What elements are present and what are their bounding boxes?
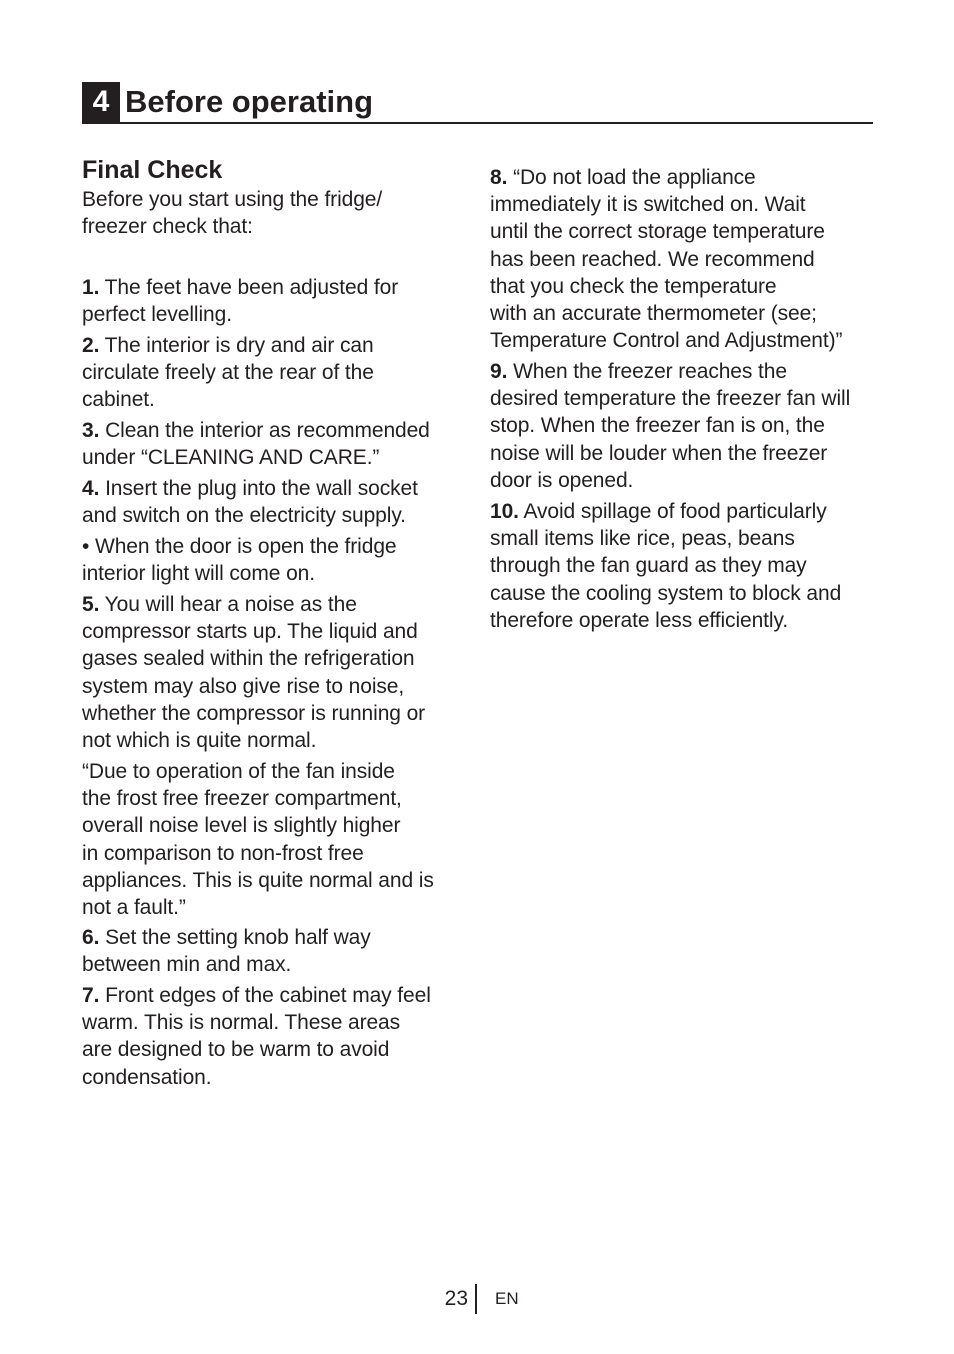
item-text-line: condensation. (82, 1065, 212, 1089)
item-number: 2. (82, 334, 100, 357)
item-text-line: noise will be louder when the freezer (490, 441, 828, 465)
footer-divider (475, 1284, 477, 1314)
item-text-line: Set the setting knob half way (99, 926, 371, 949)
item-text-line: Temperature Control and Adjustment)” (490, 329, 843, 353)
item-text-line: Front edges of the cabinet may feel (99, 984, 431, 1007)
item-text-line: that you check the temperature (490, 274, 777, 298)
list-item (490, 498, 841, 634)
section-title: Final Check (82, 156, 223, 184)
item-text-line: “Do not load the appliance (507, 166, 756, 189)
item-text-line: in comparison to non-frost free (82, 841, 364, 865)
item-number: 6. (82, 926, 100, 949)
item-number: 7. (82, 984, 100, 1007)
item-text-line: stop. When the freezer fan is on, the (490, 414, 825, 438)
list-item (490, 164, 842, 354)
intro-paragraph (82, 186, 382, 240)
item-text-line: warm. This is normal. These areas (82, 1011, 401, 1035)
item-text-line: overall noise level is slightly higher (82, 814, 401, 838)
item-text-line: therefore operate less efficiently. (490, 608, 789, 632)
list-item (82, 332, 374, 414)
list-item (490, 358, 850, 494)
list-item (82, 758, 434, 921)
item-text-line: with an accurate thermometer (see; (490, 302, 817, 326)
list-item (82, 533, 396, 587)
item-number: 8. (490, 166, 508, 189)
page-number: 23 (444, 1287, 468, 1310)
item-text-line: small items like rice, peas, beans (490, 527, 795, 551)
item-text-line: Avoid spillage of food particularly (518, 500, 827, 523)
item-text-line: desired temperature the freezer fan will (490, 387, 851, 411)
item-text-line: not which is quite normal. (82, 729, 317, 753)
intro-line: freezer check that: (82, 215, 253, 239)
list-item (82, 982, 431, 1091)
item-text-line: has been reached. We recommend (490, 247, 815, 271)
list-item (82, 924, 371, 978)
item-text-line: cabinet. (82, 388, 155, 412)
item-text-line: door is opened. (490, 468, 634, 492)
item-text-line: compressor starts up. The liquid and (82, 620, 418, 644)
item-text-line: The interior is dry and air can (99, 334, 374, 357)
item-text-line: and switch on the electricity supply. (82, 504, 406, 528)
item-text-line: Clean the interior as recommended (99, 419, 430, 442)
list-item (82, 417, 430, 471)
item-text-line: system may also give rise to noise, (82, 674, 405, 698)
item-number: 1. (82, 276, 100, 299)
item-text-line: You will hear a noise as the (99, 593, 357, 616)
item-number: 9. (490, 360, 508, 383)
item-text-line: • When the door is open the fridge (82, 535, 397, 558)
item-text-line: appliances. This is quite normal and is (82, 868, 434, 892)
item-text-line: circulate freely at the rear of the (82, 361, 374, 385)
item-text-line: through the fan guard as they may (490, 554, 807, 578)
list-item (82, 475, 418, 529)
item-text-line: whether the compressor is running or (82, 701, 426, 725)
item-number: 10. (490, 500, 519, 523)
item-text-line: The feet have been adjusted for (99, 276, 399, 299)
item-text-line: gases sealed within the refrigeration (82, 647, 415, 671)
item-text-line: under “CLEANING AND CARE.” (82, 446, 380, 470)
list-item (82, 274, 398, 328)
chapter-title: Before operating (125, 84, 374, 119)
chapter-header (82, 82, 873, 124)
item-text-line: until the correct storage temperature (490, 220, 825, 244)
item-number: 4. (82, 477, 100, 500)
item-text-line: “Due to operation of the fan inside (82, 760, 395, 783)
item-text-line: Insert the plug into the wall socket (99, 477, 418, 500)
item-text-line: cause the cooling system to block and (490, 581, 842, 605)
item-text-line: the frost free freezer compartment, (82, 787, 402, 811)
item-number: 5. (82, 593, 100, 616)
item-text-line: When the freezer reaches the (507, 360, 787, 383)
list-item (82, 591, 425, 754)
item-text-line: are designed to be warm to avoid (82, 1038, 390, 1062)
item-text-line: between min and max. (82, 953, 292, 977)
item-text-line: interior light will come on. (82, 562, 315, 586)
chapter-number: 4 (82, 82, 120, 122)
item-text-line: perfect levelling. (82, 303, 232, 327)
intro-line: Before you start using the fridge/ (82, 188, 383, 211)
item-number: 3. (82, 419, 100, 442)
language-code: EN (495, 1289, 519, 1308)
item-text-line: immediately it is switched on. Wait (490, 193, 806, 217)
item-text-line: not a fault.” (82, 896, 186, 920)
